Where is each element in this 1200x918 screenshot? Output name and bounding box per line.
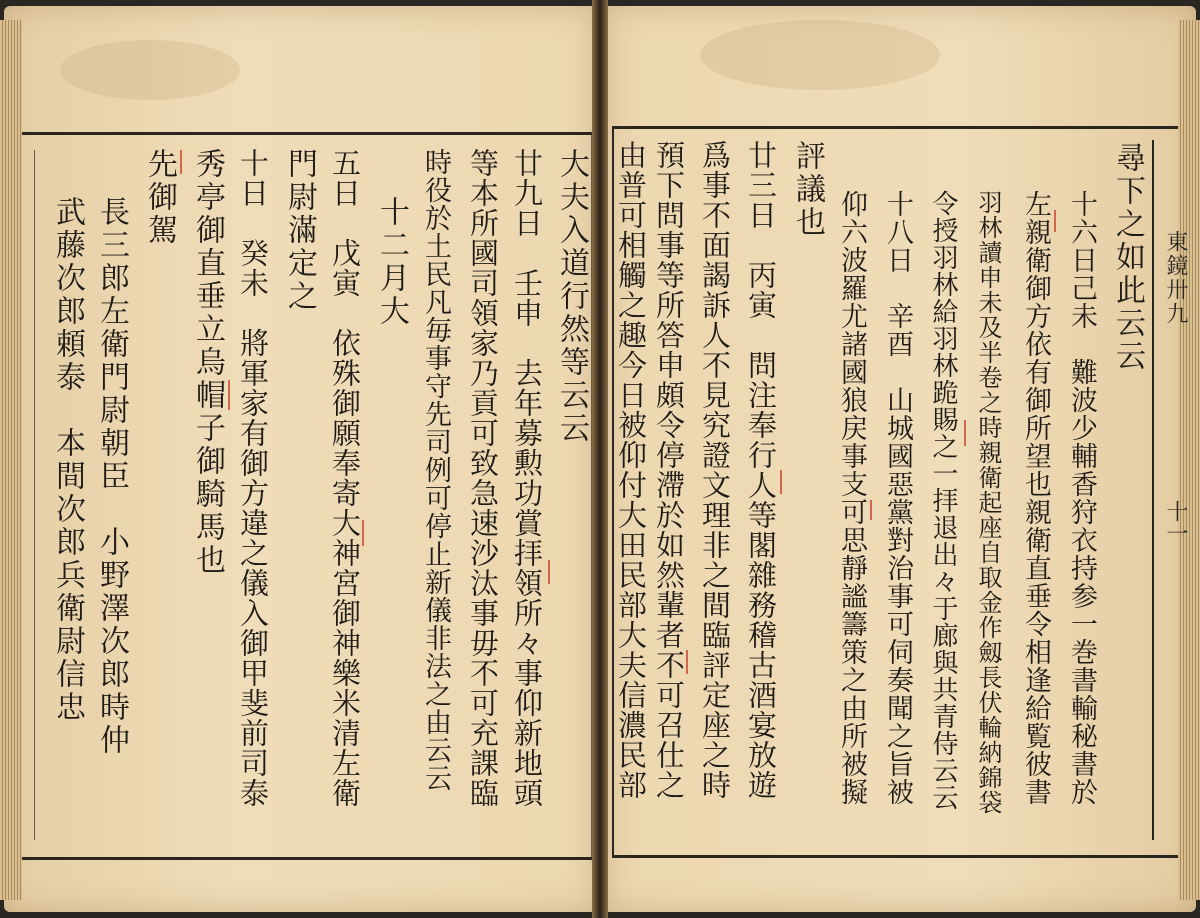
text-column: 武藤次郎頼泰 本間次郎兵衛尉信忠 <box>50 196 85 724</box>
text-column: 預下問事等所答申頗令停滯於如然輩者不可召仕之 <box>652 140 686 800</box>
text-column: 廿三日 丙寅 問注奉行人等閣雜務稽古酒宴放遊 <box>744 140 778 800</box>
text-column: 時役於土民凡毎事守先司例可停止新儀非法之由云云 <box>420 148 451 792</box>
text-column: 長三郎左衛門尉朝臣 小野澤次郎時仲 <box>94 196 129 757</box>
text-column: 仰六波羅尤諸國狼戻事支可思靜謐籌策之由所被擬 <box>836 190 867 806</box>
text-column: 大夫入道行然等云云 <box>554 148 589 445</box>
red-annotation-mark <box>180 150 182 174</box>
text-column: 令授羽林給羽林跪賜之一拝退出々于廊與共青侍云云 <box>928 190 958 811</box>
folio-number: 十一 <box>1163 500 1188 544</box>
text-column: 十二月大 <box>374 196 409 328</box>
text-column: 評議也 <box>790 140 825 239</box>
text-column: 爲事不面謁訴人不見究證文理非之間臨評定座之時 <box>698 140 732 800</box>
text-column: 十日 癸未 將軍家有御方違之儀入御甲斐前司泰 <box>236 148 270 808</box>
text-column: 十六日己未 難波少輔香狩衣持参一巻書輸秘書於 <box>1066 190 1097 806</box>
text-column: 尋下之如此云云 <box>1110 142 1145 373</box>
text-column: 先御駕 <box>142 148 177 247</box>
text-column: 由普可相觸之趣今日被仰付大田民部大夫信濃民部 <box>614 140 648 800</box>
left-page-edge <box>0 20 22 900</box>
red-annotation-mark <box>780 470 782 494</box>
text-column: 廿九日 壬申 去年募勲功賞拝領所々事仰新地頭 <box>510 148 544 808</box>
text-column: 十八日 辛酉 山城國惡黨對治事可伺奏聞之旨被 <box>882 190 913 806</box>
paper-stain <box>700 20 940 90</box>
red-annotation-mark <box>228 380 230 410</box>
text-column: 羽林讀申未及半卷之時親衛起座自取金作劔長伏輪納錦袋 <box>974 190 1002 815</box>
text-column: 秀亭御直垂立烏帽子御騎馬也 <box>190 148 225 577</box>
red-annotation-mark <box>686 650 688 674</box>
text-column: 五日 戊寅 依殊御願奉寄大神宮御神樂米清左衛 <box>328 148 362 808</box>
red-annotation-mark <box>548 560 550 584</box>
red-annotation-mark <box>362 520 364 546</box>
text-column: 左親衛御方依有御所望也親衛直垂令相逢給覧彼書 <box>1020 190 1051 806</box>
paper-stain <box>60 40 240 100</box>
red-annotation-mark <box>870 500 872 520</box>
book-gutter <box>592 0 608 918</box>
text-column: 門尉滿定之 <box>282 148 317 313</box>
left-margin-rule <box>24 150 35 840</box>
red-annotation-mark <box>1054 210 1056 232</box>
running-title: 東鏡卅九 <box>1163 230 1188 326</box>
red-annotation-mark <box>964 420 966 446</box>
text-column: 等本所國司領家乃貢可致急速沙汰事毋不可充課臨 <box>466 148 500 808</box>
